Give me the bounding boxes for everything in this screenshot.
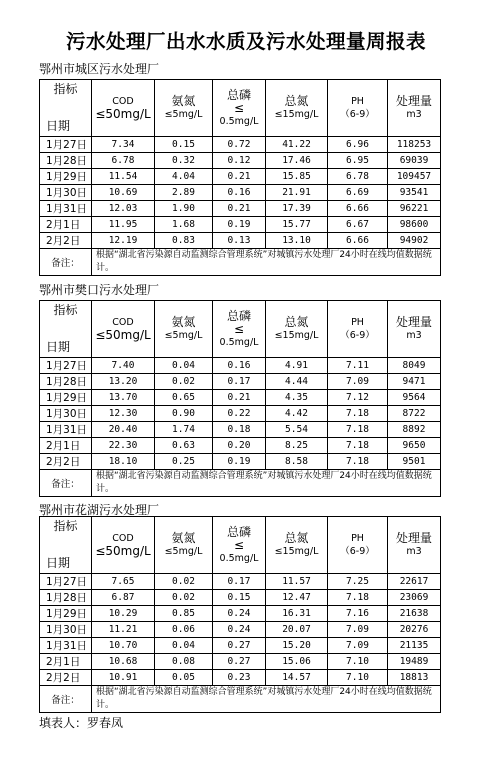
value-cell: 0.23 [213, 670, 266, 686]
table-row [40, 406, 441, 422]
table-row [40, 622, 441, 638]
table-row [40, 185, 441, 201]
table-row [40, 390, 441, 406]
value-cell: 15.77 [266, 217, 328, 233]
value-cell: 0.21 [213, 201, 266, 217]
header-cell [266, 301, 328, 358]
header-text: 氨氮 [171, 531, 196, 545]
header-text: ≤15mg/L [274, 109, 319, 120]
table-row [40, 169, 441, 185]
value-cell: 0.15 [155, 137, 213, 153]
header-text: ≤ [233, 100, 245, 115]
value-cell: 10.29 [92, 606, 155, 622]
table-row [40, 358, 441, 374]
plant-name: 鄂州市花湖污水处理厂 [39, 503, 160, 517]
header-text: ≤5mg/L [164, 330, 203, 341]
value-cell: 0.32 [155, 153, 213, 169]
value-cell: 0.22 [213, 406, 266, 422]
plant-name: 鄂州市城区污水处理厂 [39, 62, 160, 76]
table-row [40, 438, 441, 454]
header-cell [213, 301, 266, 358]
value-cell: 7.18 [328, 438, 388, 454]
header-cell [328, 80, 388, 137]
header-cell [266, 517, 328, 574]
header-indicator-label: 指标 [53, 303, 78, 317]
value-cell: 0.65 [155, 390, 213, 406]
header-cell [266, 80, 328, 137]
value-cell: 0.25 [155, 454, 213, 470]
value-cell: 4.04 [155, 169, 213, 185]
value-cell: 0.83 [155, 233, 213, 249]
header-text: 0.5mg/L [219, 115, 259, 127]
value-cell: 7.09 [328, 638, 388, 654]
date-cell: 1月29日 [40, 606, 92, 622]
note-row [40, 470, 441, 497]
value-cell: 9471 [388, 374, 441, 390]
header-text: ≤15mg/L [274, 546, 319, 557]
date-cell: 2月2日 [40, 454, 92, 470]
value-cell: 0.04 [155, 358, 213, 374]
header-text: PH [351, 533, 364, 544]
value-cell: 0.17 [213, 374, 266, 390]
header-text: （6-9） [340, 330, 375, 341]
header-text: 0.5mg/L [219, 336, 259, 348]
value-cell: 6.69 [328, 185, 388, 201]
value-cell: 7.10 [328, 654, 388, 670]
value-cell: 0.27 [213, 654, 266, 670]
date-cell: 1月27日 [40, 574, 92, 590]
water-quality-table [39, 300, 441, 497]
value-cell: 11.21 [92, 622, 155, 638]
report-title: 污水处理厂出水水质及污水处理量周报表 [65, 30, 426, 53]
header-text: 总氮 [284, 315, 309, 329]
value-cell: 0.19 [213, 454, 266, 470]
value-cell: 6.66 [328, 201, 388, 217]
header-text: COD [112, 533, 134, 544]
date-cell: 1月27日 [40, 358, 92, 374]
header-text: 氨氮 [171, 315, 196, 329]
value-cell: 7.11 [328, 358, 388, 374]
value-cell: 7.10 [328, 670, 388, 686]
table-row [40, 590, 441, 606]
header-text: 总氮 [284, 531, 309, 545]
header-text: COD [112, 317, 134, 328]
value-cell: 1.74 [155, 422, 213, 438]
table-row [40, 606, 441, 622]
header-corner-cell [40, 517, 92, 574]
value-cell: 21.91 [266, 185, 328, 201]
date-cell: 1月30日 [40, 185, 92, 201]
value-cell: 7.09 [328, 622, 388, 638]
value-cell: 6.96 [328, 137, 388, 153]
header-cell [328, 517, 388, 574]
value-cell: 0.06 [155, 622, 213, 638]
date-cell: 1月28日 [40, 374, 92, 390]
date-cell: 1月28日 [40, 590, 92, 606]
value-cell: 17.39 [266, 201, 328, 217]
value-cell: 4.35 [266, 390, 328, 406]
note-label: 备注： [40, 249, 92, 276]
table-row [40, 670, 441, 686]
header-text: ≤50mg/L [95, 107, 151, 121]
value-cell: 0.02 [155, 574, 213, 590]
header-cell [155, 517, 213, 574]
header-text: PH [351, 96, 364, 107]
value-cell: 6.66 [328, 233, 388, 249]
value-cell: 7.18 [328, 454, 388, 470]
value-cell: 0.72 [213, 137, 266, 153]
value-cell: 0.21 [213, 169, 266, 185]
value-cell: 18813 [388, 670, 441, 686]
table-row [40, 201, 441, 217]
header-text: ≤50mg/L [95, 328, 151, 342]
header-text: 处理量 [395, 94, 432, 108]
header-cell [92, 80, 155, 137]
value-cell: 0.02 [155, 374, 213, 390]
value-cell: 98600 [388, 217, 441, 233]
value-cell: 6.87 [92, 590, 155, 606]
header-text: （6-9） [340, 109, 375, 120]
value-cell: 6.78 [92, 153, 155, 169]
table-row [40, 422, 441, 438]
value-cell: 94902 [388, 233, 441, 249]
header-text: 总磷 [226, 524, 251, 539]
value-cell: 12.47 [266, 590, 328, 606]
value-cell: 109457 [388, 169, 441, 185]
value-cell: 7.65 [92, 574, 155, 590]
date-cell: 1月31日 [40, 201, 92, 217]
header-cell [213, 517, 266, 574]
value-cell: 15.20 [266, 638, 328, 654]
value-cell: 12.30 [92, 406, 155, 422]
table-row [40, 217, 441, 233]
value-cell: 11.95 [92, 217, 155, 233]
value-cell: 10.91 [92, 670, 155, 686]
value-cell: 8.25 [266, 438, 328, 454]
value-cell: 23069 [388, 590, 441, 606]
value-cell: 0.02 [155, 590, 213, 606]
value-cell: 7.18 [328, 590, 388, 606]
value-cell: 118253 [388, 137, 441, 153]
header-text: COD [112, 96, 134, 107]
water-quality-table [39, 516, 441, 713]
value-cell: 4.44 [266, 374, 328, 390]
value-cell: 0.21 [213, 390, 266, 406]
header-cell [388, 301, 441, 358]
header-cell [155, 301, 213, 358]
header-text: ≤ [233, 321, 245, 336]
header-text: m3 [406, 109, 422, 120]
table-row [40, 153, 441, 169]
value-cell: 13.10 [266, 233, 328, 249]
value-cell: 7.18 [328, 422, 388, 438]
value-cell: 8722 [388, 406, 441, 422]
header-text: 处理量 [395, 531, 432, 545]
value-cell: 0.08 [155, 654, 213, 670]
note-text: 根据“湖北省污染源自动监测综合管理系统”对城镇污水处理厂24小时在线均值数据统计。 [92, 249, 441, 276]
date-cell: 1月30日 [40, 406, 92, 422]
header-text: ≤50mg/L [95, 544, 151, 558]
value-cell: 20276 [388, 622, 441, 638]
date-cell: 2月1日 [40, 654, 92, 670]
value-cell: 20.40 [92, 422, 155, 438]
value-cell: 4.42 [266, 406, 328, 422]
note-row [40, 686, 441, 713]
water-quality-table [39, 79, 441, 276]
header-cell [92, 301, 155, 358]
header-text: 0.5mg/L [219, 552, 259, 564]
table-row [40, 574, 441, 590]
date-cell: 1月30日 [40, 622, 92, 638]
value-cell: 8.58 [266, 454, 328, 470]
value-cell: 6.67 [328, 217, 388, 233]
header-cell [155, 80, 213, 137]
value-cell: 7.34 [92, 137, 155, 153]
value-cell: 0.24 [213, 622, 266, 638]
header-row [40, 517, 441, 574]
value-cell: 12.19 [92, 233, 155, 249]
value-cell: 18.10 [92, 454, 155, 470]
value-cell: 7.40 [92, 358, 155, 374]
note-row [40, 249, 441, 276]
plant-name: 鄂州市樊口污水处理厂 [39, 283, 160, 297]
value-cell: 22617 [388, 574, 441, 590]
value-cell: 6.78 [328, 169, 388, 185]
note-label: 备注： [40, 686, 92, 713]
value-cell: 12.03 [92, 201, 155, 217]
value-cell: 16.31 [266, 606, 328, 622]
value-cell: 0.90 [155, 406, 213, 422]
value-cell: 8049 [388, 358, 441, 374]
header-text: （6-9） [340, 546, 375, 557]
value-cell: 7.09 [328, 374, 388, 390]
value-cell: 1.68 [155, 217, 213, 233]
value-cell: 19489 [388, 654, 441, 670]
value-cell: 0.04 [155, 638, 213, 654]
date-cell: 1月27日 [40, 137, 92, 153]
value-cell: 96221 [388, 201, 441, 217]
header-text: ≤5mg/L [164, 109, 203, 120]
value-cell: 93541 [388, 185, 441, 201]
value-cell: 22.30 [92, 438, 155, 454]
value-cell: 15.85 [266, 169, 328, 185]
value-cell: 13.70 [92, 390, 155, 406]
value-cell: 20.07 [266, 622, 328, 638]
value-cell: 21638 [388, 606, 441, 622]
header-text: ≤15mg/L [274, 330, 319, 341]
header-text: 氨氮 [171, 94, 196, 108]
value-cell: 0.05 [155, 670, 213, 686]
value-cell: 0.27 [213, 638, 266, 654]
header-text: 处理量 [395, 315, 432, 329]
value-cell: 7.25 [328, 574, 388, 590]
value-cell: 7.16 [328, 606, 388, 622]
value-cell: 0.16 [213, 358, 266, 374]
value-cell: 21135 [388, 638, 441, 654]
value-cell: 7.12 [328, 390, 388, 406]
value-cell: 9650 [388, 438, 441, 454]
header-text: 总磷 [226, 308, 251, 323]
value-cell: 11.57 [266, 574, 328, 590]
value-cell: 0.15 [213, 590, 266, 606]
value-cell: 0.13 [213, 233, 266, 249]
value-cell: 11.54 [92, 169, 155, 185]
value-cell: 17.46 [266, 153, 328, 169]
note-text: 根据“湖北省污染源自动监测综合管理系统”对城镇污水处理厂24小时在线均值数据统计。 [92, 470, 441, 497]
value-cell: 0.12 [213, 153, 266, 169]
header-row [40, 80, 441, 137]
value-cell: 9501 [388, 454, 441, 470]
header-cell [388, 80, 441, 137]
value-cell: 0.63 [155, 438, 213, 454]
header-cell [388, 517, 441, 574]
header-text: ≤ [233, 537, 245, 552]
date-cell: 1月31日 [40, 638, 92, 654]
value-cell: 8892 [388, 422, 441, 438]
value-cell: 0.85 [155, 606, 213, 622]
header-corner-cell [40, 80, 92, 137]
value-cell: 0.24 [213, 606, 266, 622]
value-cell: 7.18 [328, 406, 388, 422]
value-cell: 10.70 [92, 638, 155, 654]
value-cell: 10.69 [92, 185, 155, 201]
header-date-label: 日期 [46, 119, 71, 133]
header-text: PH [351, 317, 364, 328]
value-cell: 69039 [388, 153, 441, 169]
table-row [40, 374, 441, 390]
date-cell: 2月2日 [40, 233, 92, 249]
header-indicator-label: 指标 [53, 519, 78, 533]
value-cell: 0.18 [213, 422, 266, 438]
header-indicator-label: 指标 [53, 82, 78, 96]
header-cell [92, 517, 155, 574]
value-cell: 0.16 [213, 185, 266, 201]
value-cell: 2.89 [155, 185, 213, 201]
note-label: 备注： [40, 470, 92, 497]
value-cell: 9564 [388, 390, 441, 406]
value-cell: 0.17 [213, 574, 266, 590]
header-corner-cell [40, 301, 92, 358]
value-cell: 1.90 [155, 201, 213, 217]
header-text: m3 [406, 546, 422, 557]
header-cell [213, 80, 266, 137]
header-text: m3 [406, 330, 422, 341]
value-cell: 0.20 [213, 438, 266, 454]
value-cell: 10.68 [92, 654, 155, 670]
value-cell: 4.91 [266, 358, 328, 374]
value-cell: 5.54 [266, 422, 328, 438]
table-row [40, 454, 441, 470]
value-cell: 41.22 [266, 137, 328, 153]
date-cell: 2月1日 [40, 217, 92, 233]
date-cell: 2月1日 [40, 438, 92, 454]
date-cell: 1月28日 [40, 153, 92, 169]
header-date-label: 日期 [46, 340, 71, 354]
date-cell: 2月2日 [40, 670, 92, 686]
date-cell: 1月29日 [40, 169, 92, 185]
table-row [40, 137, 441, 153]
value-cell: 13.20 [92, 374, 155, 390]
value-cell: 0.19 [213, 217, 266, 233]
header-text: 总氮 [284, 94, 309, 108]
table-row [40, 654, 441, 670]
header-text: ≤5mg/L [164, 546, 203, 557]
form-filler: 填表人：罗春凤 [39, 716, 124, 730]
header-text: 总磷 [226, 87, 251, 102]
header-date-label: 日期 [46, 556, 71, 570]
note-text: 根据“湖北省污染源自动监测综合管理系统”对城镇污水处理厂24小时在线均值数据统计。 [92, 686, 441, 713]
value-cell: 14.57 [266, 670, 328, 686]
value-cell: 6.95 [328, 153, 388, 169]
date-cell: 1月29日 [40, 390, 92, 406]
date-cell: 1月31日 [40, 422, 92, 438]
header-row [40, 301, 441, 358]
table-row [40, 233, 441, 249]
header-cell [328, 301, 388, 358]
table-row [40, 638, 441, 654]
value-cell: 15.06 [266, 654, 328, 670]
